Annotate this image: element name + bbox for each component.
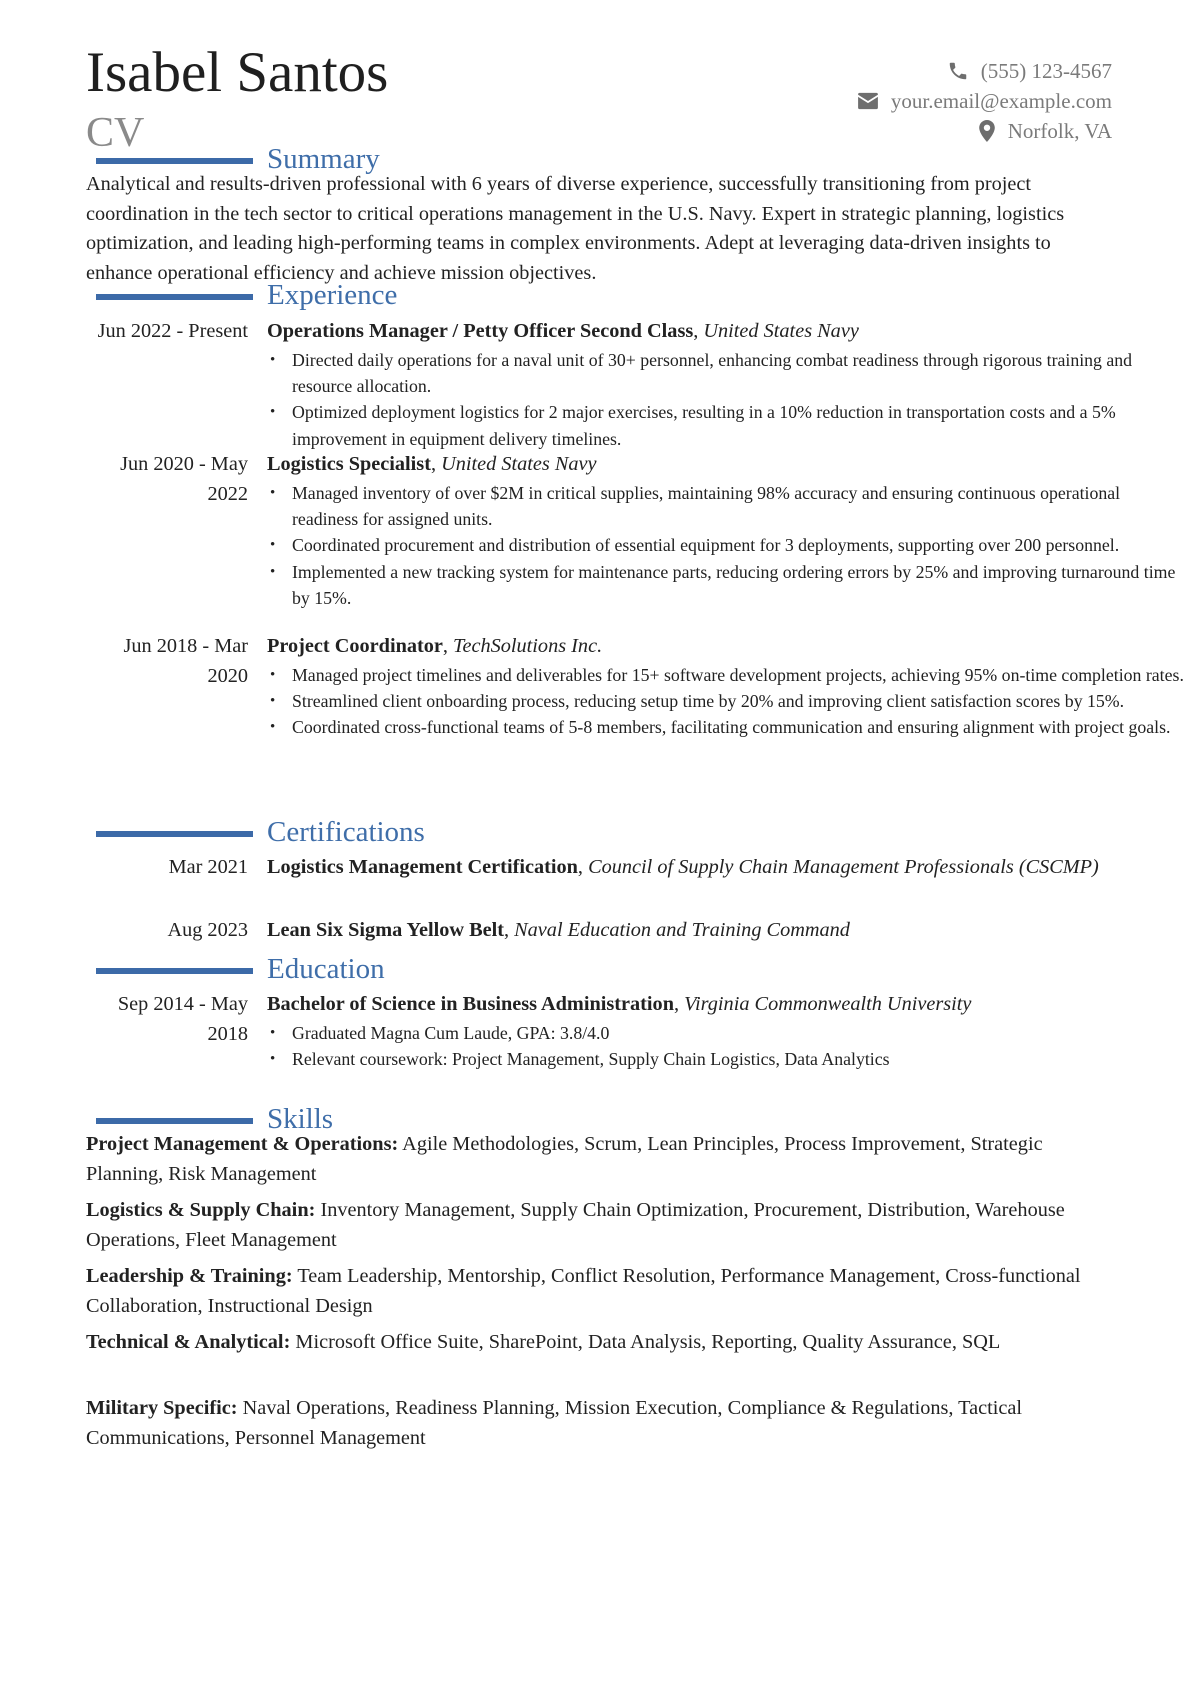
entry-org: United States Navy [441,453,597,475]
entry-role: Logistics Specialist [267,453,431,475]
entry-title: Operations Manager / Petty Officer Second Class, United States Navy [267,320,859,342]
section-header-experience [96,278,1116,312]
skill-label: Leadership & Training: [86,1265,293,1287]
entry-org: Council of Supply Chain Management Professionals (CSCMP) [588,856,1099,878]
bullet-item: • Managed inventory of over $2M in critical supplies, maintaining 98% accuracy and ensuring continuous operational readiness for assigned units. [267,480,1187,533]
bullet-item: • Streamlined client onboarding process, reducing setup time by 20% and improving client satisfaction scores by 15%. [267,688,1187,714]
skill-label: Military Specific: [86,1397,238,1419]
skill-group [86,1328,1118,1358]
entry-date: Jun 2020 - May 2022 [120,453,248,505]
section-title: Experience [267,279,398,311]
section-header-certifications [96,815,1116,849]
entry-date: Jun 2018 - Mar 2020 [123,635,248,687]
entry-title: Logistics Management Certification, Council of Supply Chain Management Professionals (CSCMP) [267,856,1099,878]
section-title: Summary [267,143,380,175]
entry-bullets [267,662,1187,741]
entry-body [267,990,1187,1072]
email-address[interactable]: your.email@example.com [890,88,1112,113]
contact-block [857,56,1112,146]
section-title: Skills [267,1103,334,1135]
entry-date: Mar 2021 [168,856,248,878]
entry-bullets [267,480,1187,612]
bullet-item: • Directed daily operations for a naval unit of 30+ personnel, enhancing combat readiness through rigorous training and resource allocation. [267,347,1187,400]
entry-bullets [267,1020,1187,1073]
skill-list: Naval Operations, Readiness Planning, Mission Execution, Compliance & Regulations, Tactical Communications, Personnel Management [86,1397,1023,1449]
entry-date: Jun 2022 - Present [97,320,248,342]
entry-body [267,632,1187,741]
entry-body [267,317,1187,452]
bullet-item: • Coordinated procurement and distribution of essential equipment for 3 deployments, supporting over 200 personnel. [267,532,1187,558]
entry-title: Logistics Specialist, United States Navy [267,453,597,475]
certification-name: Logistics Management Certification [267,856,578,878]
degree-name: Bachelor of Science in Business Administration [267,993,674,1015]
map-pin-icon [978,120,996,142]
skill-list: Microsoft Office Suite, SharePoint, Data Analysis, Reporting, Quality Assurance, SQL [295,1331,1001,1353]
entry-org: Naval Education and Training Command [514,919,850,941]
section-title: Education [267,953,385,985]
entry-body [267,853,1187,883]
skill-list: Inventory Management, Supply Chain Optimization, Procurement, Distribution, Warehouse Operations, Fleet Management [86,1199,1065,1251]
section-header-education [96,952,1116,986]
entry-date: Aug 2023 [167,919,248,941]
entry-org: United States Navy [703,320,859,342]
skill-group [86,1394,1118,1453]
entry-org: TechSolutions Inc. [453,635,603,657]
skill-group [86,1130,1118,1189]
bullet-item: • Optimized deployment logistics for 2 major exercises, resulting in a 10% reduction in transportation costs and a 5% improvement in equipment delivery timelines. [267,399,1187,452]
location-text: Norfolk, VA [1007,118,1112,143]
bullet-item: • Relevant coursework: Project Management, Supply Chain Logistics, Data Analytics [267,1046,1187,1072]
entry-title: Lean Six Sigma Yellow Belt, Naval Education and Training Command [267,919,850,941]
bullet-item: • Implemented a new tracking system for maintenance parts, reducing ordering errors by 25% and improving turnaround time by 15%. [267,559,1187,612]
skill-group [86,1196,1118,1255]
entry-title: Project Coordinator, TechSolutions Inc. [267,635,603,657]
envelope-icon [857,92,879,110]
entry-bullets [267,347,1187,453]
skill-list: Agile Methodologies, Scrum, Lean Principles, Process Improvement, Strategic Planning, Risk Management [86,1133,1043,1185]
summary-text: Analytical and results-driven professional with 6 years of diverse experience, successfully transitioning from project coordination in the tech sector to critical operations management in the U.S. Navy. Expert in strategic planning, logistics optimization, and leading high-performing teams in complex environments. Adept at leveraging data-driven insights to enhance operational efficiency and achieve mission objectives. [86,173,1065,284]
entry-date: Sep 2014 - May 2018 [117,993,248,1045]
contact-email [857,86,1112,116]
bullet-item: • Graduated Magna Cum Laude, GPA: 3.8/4.0 [267,1020,1187,1046]
entry-body [267,450,1187,612]
skill-group [86,1262,1118,1321]
bullet-item: • Managed project timelines and deliverables for 15+ software development projects, achieving 95% on-time completion rates. [267,662,1187,688]
entry-body [267,916,1187,946]
bullet-item: • Coordinated cross-functional teams of 5-8 members, facilitating communication and ensuring alignment with project goals. [267,714,1187,740]
section-accent-bar [96,831,253,837]
entry-title: Bachelor of Science in Business Administration, Virginia Commonwealth University [267,993,972,1015]
skill-label: Technical & Analytical: [86,1331,291,1353]
section-accent-bar [96,968,253,974]
entry-role: Project Coordinator [267,635,443,657]
section-title: Certifications [267,816,425,848]
phone-icon [947,60,969,82]
document-subtitle: CV [86,110,145,156]
contact-phone [857,56,1112,86]
entry-org: Virginia Commonwealth University [684,993,972,1015]
phone-number[interactable]: (555) 123-4567 [980,58,1112,83]
skill-list: Team Leadership, Mentorship, Conflict Resolution, Performance Management, Cross-functional Collaboration, Instructional Design [86,1265,1081,1317]
skill-label: Project Management & Operations: [86,1133,399,1155]
person-name: Isabel Santos [86,41,389,104]
section-accent-bar [96,294,253,300]
skill-label: Logistics & Supply Chain: [86,1199,316,1221]
section-accent-bar [96,158,253,164]
section-accent-bar [96,1118,253,1124]
entry-role: Operations Manager / Petty Officer Second Class [267,320,694,342]
certification-name: Lean Six Sigma Yellow Belt [267,919,504,941]
